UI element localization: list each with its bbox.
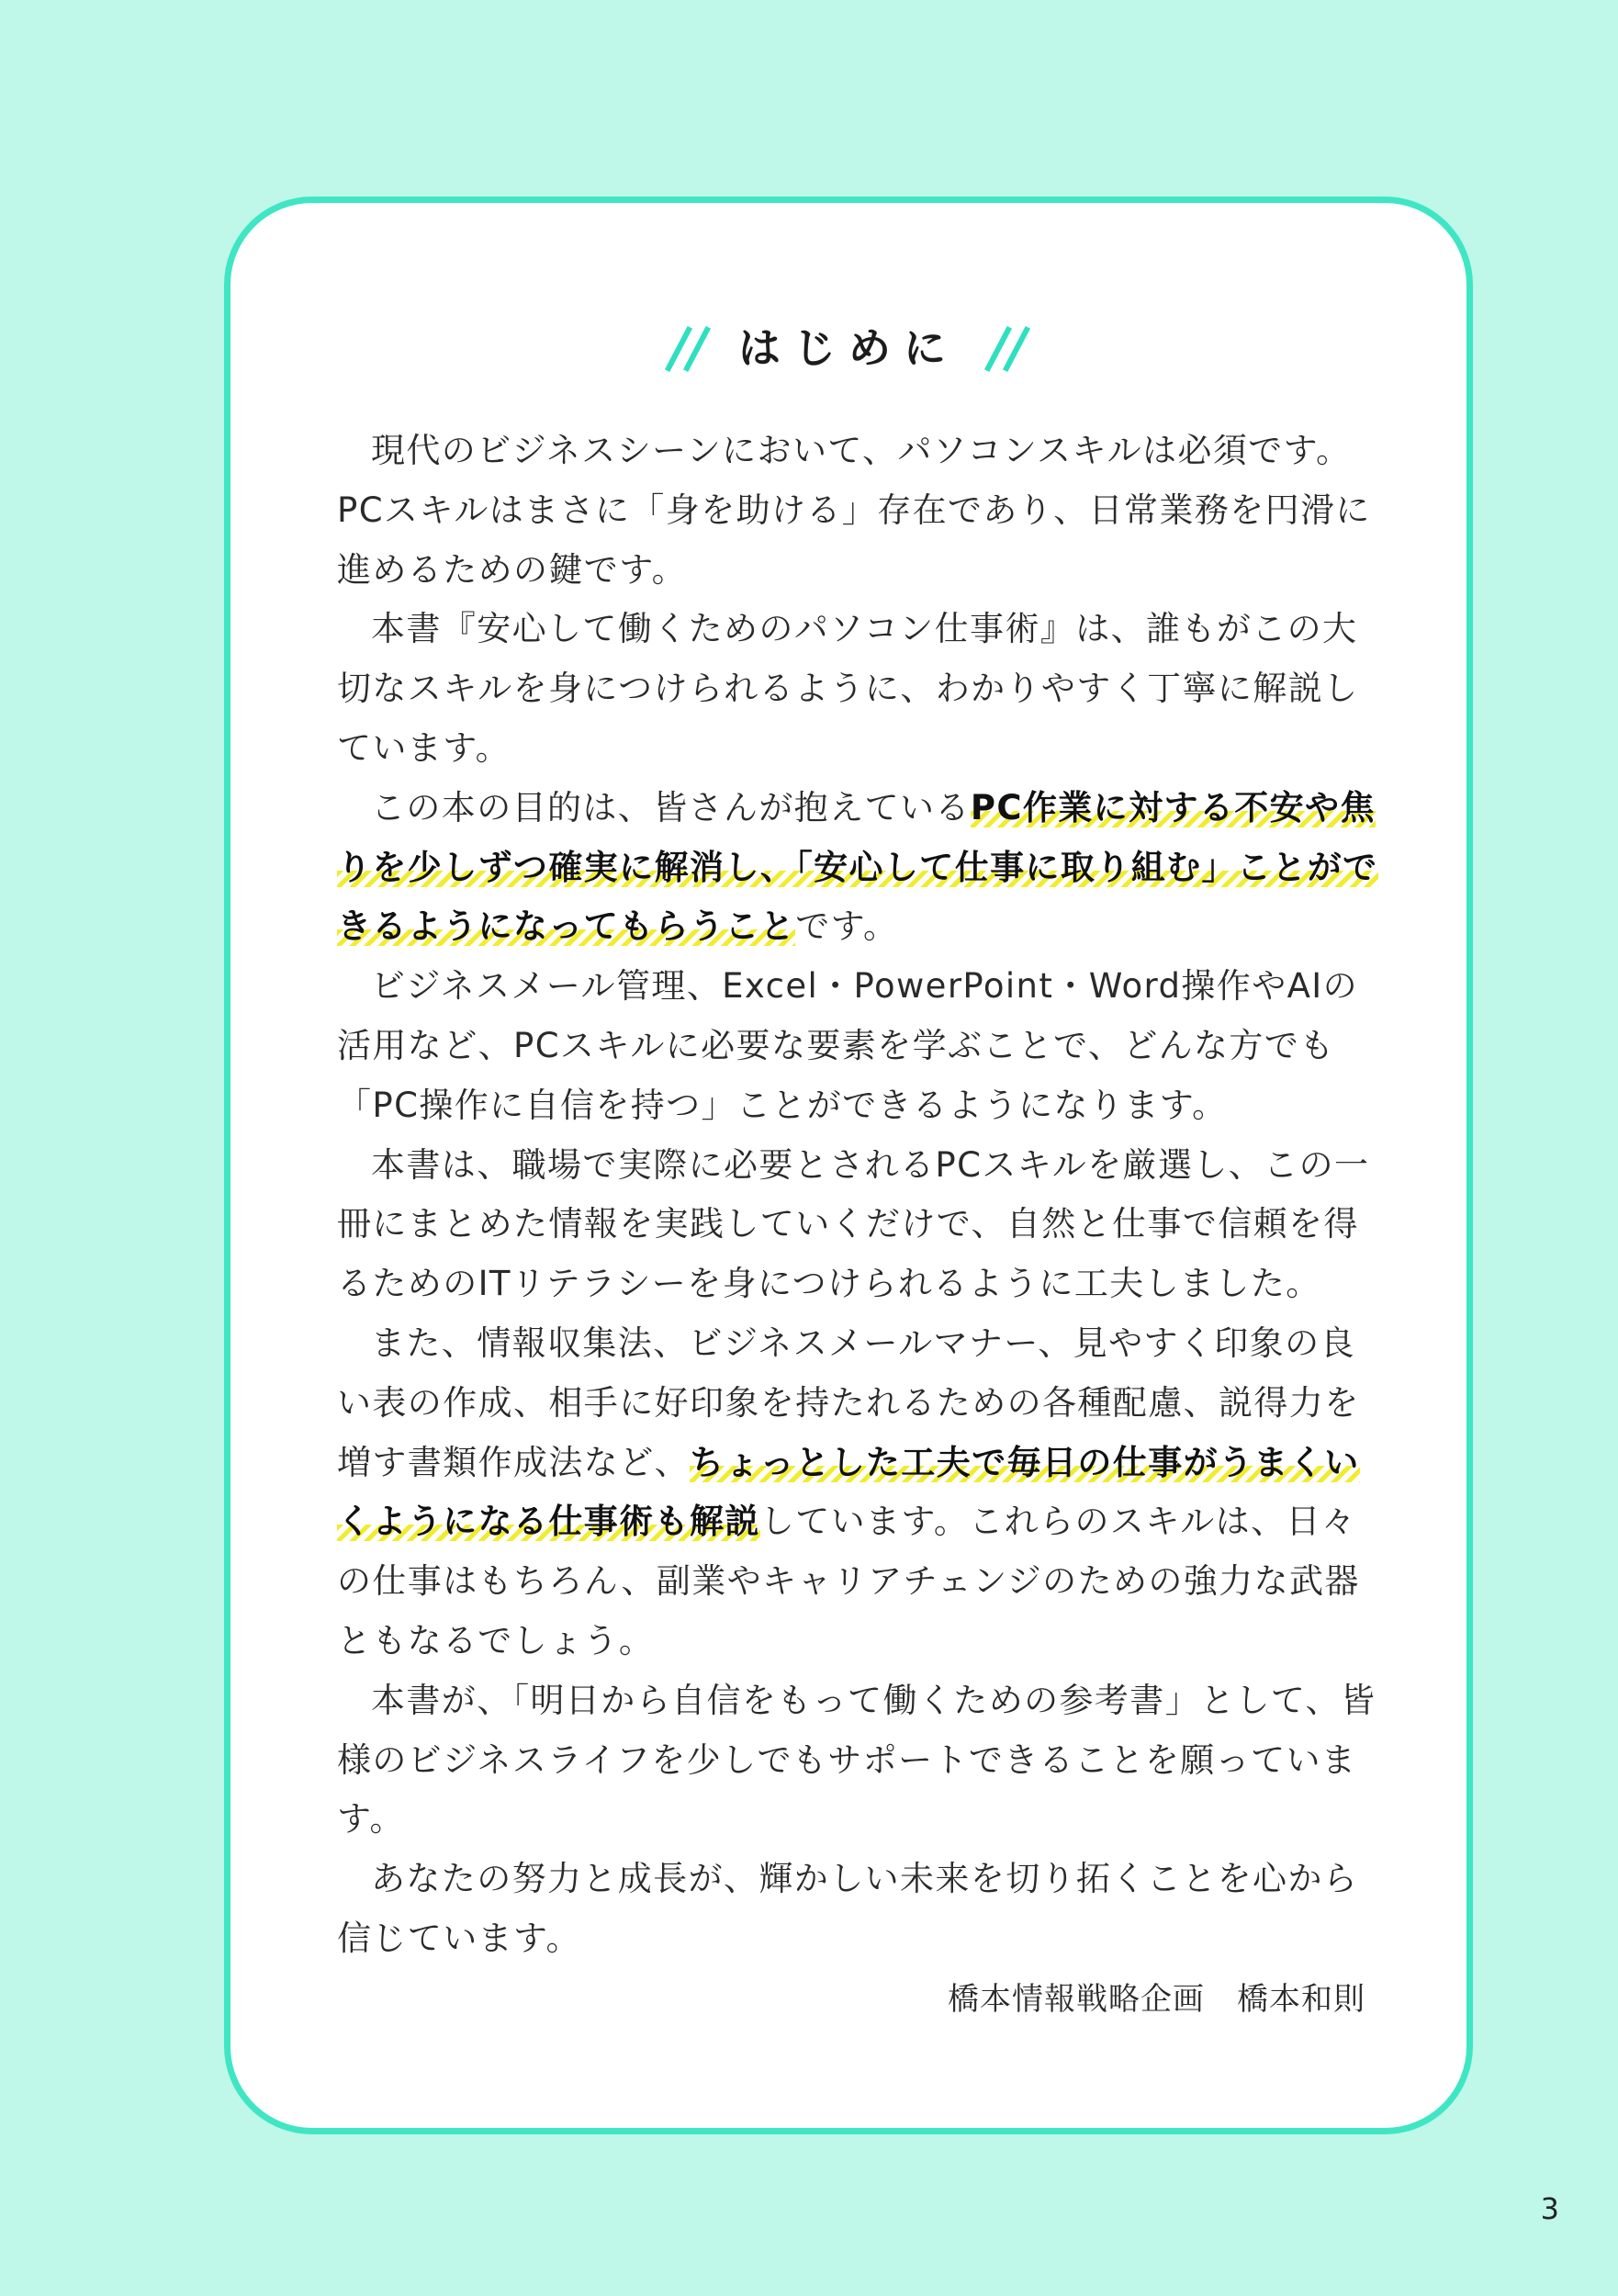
paragraph: [337, 1850, 1384, 1969]
paragraph: [337, 1671, 1384, 1850]
highlighted-text: PC作業に対する不安や焦りを少しずつ確実に解消し、「安心して仕事に取り組む」ことができるようになってもらうこと: [337, 787, 1378, 947]
paragraph-text: 本書『安心して働くためのパソコン仕事術』は、誰もがこの大切なスキルを身につけられるように、わかりやすく丁寧に解説しています。: [337, 609, 1359, 768]
paragraph-text: 本書が、「明日から自信をもって働くための参考書」として、皆様のビジネスライフを少しでもサポートできることを願っています。: [337, 1680, 1376, 1840]
author-signature: 橋本情報戦略企画 橋本和則: [948, 1981, 1365, 2018]
paragraph-text: あなたの努力と成長が、輝かしい未来を切り拓くことを心から信じています。: [337, 1859, 1359, 1958]
double-slash-icon-right: [983, 322, 1034, 374]
paragraph-text: です。: [795, 906, 899, 947]
double-slash-icon-left: [663, 322, 714, 374]
heading-row: [230, 311, 1466, 385]
paragraph-text: しています。これらのスキルは、日々の仕事はもちろん、副業やキャリアチェンジのための強力な武器ともなるでしょう。: [337, 1502, 1360, 1660]
paragraph-text: この本の目的は、皆さんが抱えている: [371, 787, 971, 827]
highlighted-text: ちょっとした工夫で毎日の仕事がうまくいくようになる仕事術も解説: [337, 1442, 1360, 1542]
paragraph: [337, 422, 1384, 600]
content-card: [224, 197, 1473, 2134]
page-number: 3: [1540, 2191, 1559, 2226]
page-title: はじめに: [738, 323, 959, 373]
paragraph-text: 現代のビジネスシーンにおいて、パソコンスキルは必須です。PCスキルはまさに「身を助ける」存在であり、日常業務を円滑に進めるための鍵です。: [337, 431, 1371, 590]
intro-body: [337, 422, 1384, 1969]
paragraph: [337, 600, 1384, 778]
paragraph: [337, 1314, 1384, 1671]
paragraph: [337, 779, 1384, 957]
paragraph-text: 本書は、職場で実際に必要とされるPCスキルを厳選し、この一冊にまとめた情報を実践していくだけで、自然と仕事で信頼を得るためのITリテラシーを身につけられるように工夫しました。: [337, 1144, 1370, 1304]
paragraph-text: ビジネスメール管理、Excel・PowerPoint・Word操作やAIの活用など、PCスキルに必要な要素を学ぶことで、どんな方でも「PC操作に自信を持つ」ことができるようになります。: [337, 966, 1359, 1125]
paragraph: [337, 957, 1384, 1135]
paragraph-text: また、情報収集法、ビジネスメールマナー、見やすく印象の良い表の作成、相手に好印象を持たれるための各種配慮、説得力を増す書類作成法など、: [337, 1322, 1360, 1482]
paragraph: [337, 1136, 1384, 1314]
